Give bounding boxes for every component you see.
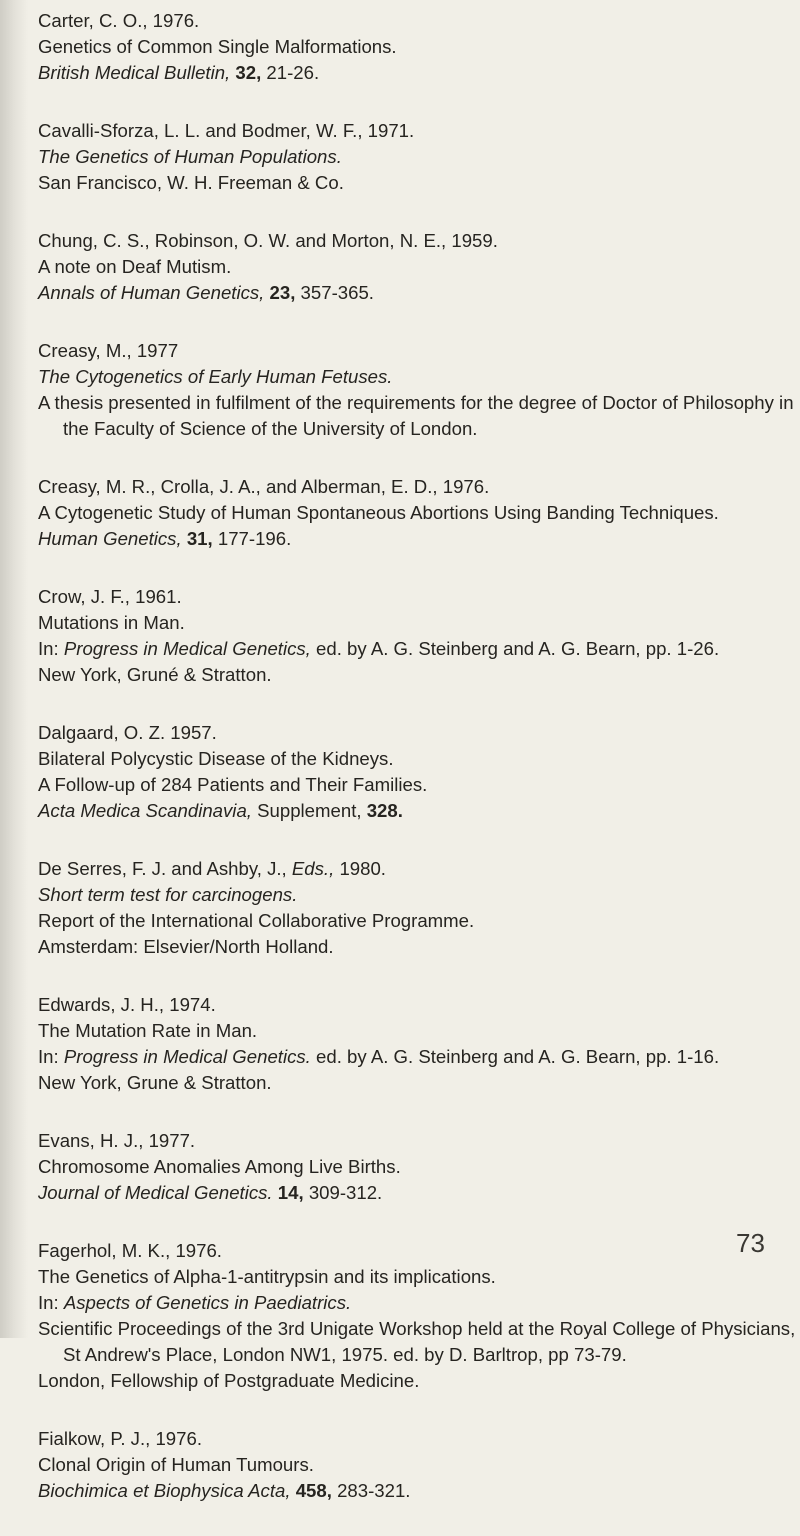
reference-entry	[38, 1238, 796, 1394]
reference-source	[38, 60, 796, 86]
in-prefix: In:	[38, 1046, 59, 1067]
reference-author-line	[38, 856, 796, 882]
page-range: 357-365.	[300, 282, 374, 303]
reference-source	[38, 526, 796, 552]
reference-title: The Cytogenetics of Early Human Fetuses.	[38, 366, 393, 387]
reference-source	[38, 1180, 796, 1206]
reference-entry	[38, 992, 796, 1096]
reference-author-line: Creasy, M., 1977	[38, 340, 179, 361]
reference-entry	[38, 856, 796, 960]
authors: De Serres, F. J. and Ashby, J.,	[38, 858, 287, 879]
page-range: 177-196.	[217, 528, 292, 549]
page-number: 73	[736, 1228, 765, 1258]
reference-source	[38, 1044, 796, 1070]
journal-name: Acta Medica Scandinavia,	[38, 800, 252, 821]
reference-publisher: San Francisco, W. H. Freeman & Co.	[38, 172, 344, 193]
reference-entry	[38, 720, 796, 824]
reference-source	[38, 280, 796, 306]
page-range: 283-321.	[337, 1480, 411, 1501]
page-range: 309-312.	[308, 1182, 383, 1203]
page-range: 21-26.	[266, 62, 320, 83]
reference-publisher: New York, Gruné & Stratton.	[38, 664, 272, 685]
reference-title: The Mutation Rate in Man.	[38, 1020, 258, 1041]
page-edge-shadow	[0, 0, 28, 1338]
reference-note: Scientific Proceedings of the 3rd Unigate Workshop held at the Royal College of Physicians, St Andrew's Place, London NW1, 1975. ed. by D. Barltrop, pp 73-79.	[38, 1318, 796, 1365]
reference-author-line: Carter, C. O., 1976.	[38, 10, 200, 31]
reference-publisher: London, Fellowship of Postgraduate Medicine.	[38, 1370, 420, 1391]
reference-author-line: Creasy, M. R., Crolla, J. A., and Alberman, E. D., 1976.	[38, 476, 490, 497]
reference-title: Bilateral Polycystic Disease of the Kidneys.	[38, 748, 394, 769]
reference-title: The Genetics of Human Populations.	[38, 146, 342, 167]
reference-subtitle: A Follow-up of 284 Patients and Their Families.	[38, 774, 428, 795]
reference-title: Genetics of Common Single Malformations.	[38, 36, 397, 57]
editors-pages: ed. by A. G. Steinberg and A. G. Bearn, pp. 1-26.	[316, 638, 720, 659]
volume-number: 32,	[235, 62, 262, 83]
reference-source	[38, 636, 796, 662]
reference-entry	[38, 338, 796, 442]
reference-entry	[38, 1128, 796, 1206]
journal-name: Journal of Medical Genetics.	[38, 1182, 273, 1203]
reference-source	[38, 798, 796, 824]
reference-publisher: New York, Grune & Stratton.	[38, 1072, 272, 1093]
reference-subtitle: Report of the International Collaborative Programme.	[38, 910, 475, 931]
volume-number: 458,	[295, 1480, 332, 1501]
reference-entry	[38, 1426, 796, 1504]
book-title: Progress in Medical Genetics.	[63, 1046, 311, 1067]
reference-publisher: Amsterdam: Elsevier/North Holland.	[38, 936, 334, 957]
reference-title: Mutations in Man.	[38, 612, 185, 633]
reference-note: A thesis presented in fulfilment of the requirements for the degree of Doctor of Philosophy in the Faculty of Science of the University of London.	[38, 392, 794, 439]
reference-author-line: Crow, J. F., 1961.	[38, 586, 182, 607]
volume-number: 23,	[269, 282, 296, 303]
journal-name: British Medical Bulletin,	[38, 62, 231, 83]
reference-entry	[38, 474, 796, 552]
journal-name: Biochimica et Biophysica Acta,	[38, 1480, 291, 1501]
reference-author-line: Dalgaard, O. Z. 1957.	[38, 722, 217, 743]
reference-author-line: Fagerhol, M. K., 1976.	[38, 1240, 222, 1261]
reference-entry	[38, 228, 796, 306]
reference-title: Chromosome Anomalies Among Live Births.	[38, 1156, 401, 1177]
reference-author-line: Evans, H. J., 1977.	[38, 1130, 196, 1151]
supplement-label: Supplement,	[257, 800, 362, 821]
reference-title: A Cytogenetic Study of Human Spontaneous Abortions Using Banding Techniques.	[38, 502, 719, 523]
reference-title: Short term test for carcinogens.	[38, 884, 298, 905]
reference-author-line: Cavalli-Sforza, L. L. and Bodmer, W. F., 1971.	[38, 120, 415, 141]
reference-author-line: Chung, C. S., Robinson, O. W. and Morton, N. E., 1959.	[38, 230, 498, 251]
volume-number: 328.	[366, 800, 403, 821]
editors-pages: ed. by A. G. Steinberg and A. G. Bearn, pp. 1-16.	[316, 1046, 720, 1067]
volume-number: 31,	[186, 528, 213, 549]
reference-list	[38, 8, 796, 1536]
in-prefix: In:	[38, 638, 59, 659]
reference-title: Clonal Origin of Human Tumours.	[38, 1454, 314, 1475]
book-title: Progress in Medical Genetics,	[63, 638, 311, 659]
book-title: Aspects of Genetics in Paediatrics.	[63, 1292, 352, 1313]
reference-title: The Genetics of Alpha-1-antitrypsin and its implications.	[38, 1266, 496, 1287]
reference-entry	[38, 584, 796, 688]
volume-number: 14,	[277, 1182, 304, 1203]
reference-author-line: Edwards, J. H., 1974.	[38, 994, 216, 1015]
year: 1980.	[339, 858, 386, 879]
editors-label: Eds.,	[291, 858, 335, 879]
reference-entry	[38, 8, 796, 86]
journal-name: Annals of Human Genetics,	[38, 282, 265, 303]
reference-source	[38, 1290, 796, 1316]
journal-name: Human Genetics,	[38, 528, 182, 549]
reference-title: A note on Deaf Mutism.	[38, 256, 232, 277]
in-prefix: In:	[38, 1292, 59, 1313]
reference-author-line: Fialkow, P. J., 1976.	[38, 1428, 202, 1449]
reference-entry	[38, 118, 796, 196]
reference-source	[38, 1478, 796, 1504]
